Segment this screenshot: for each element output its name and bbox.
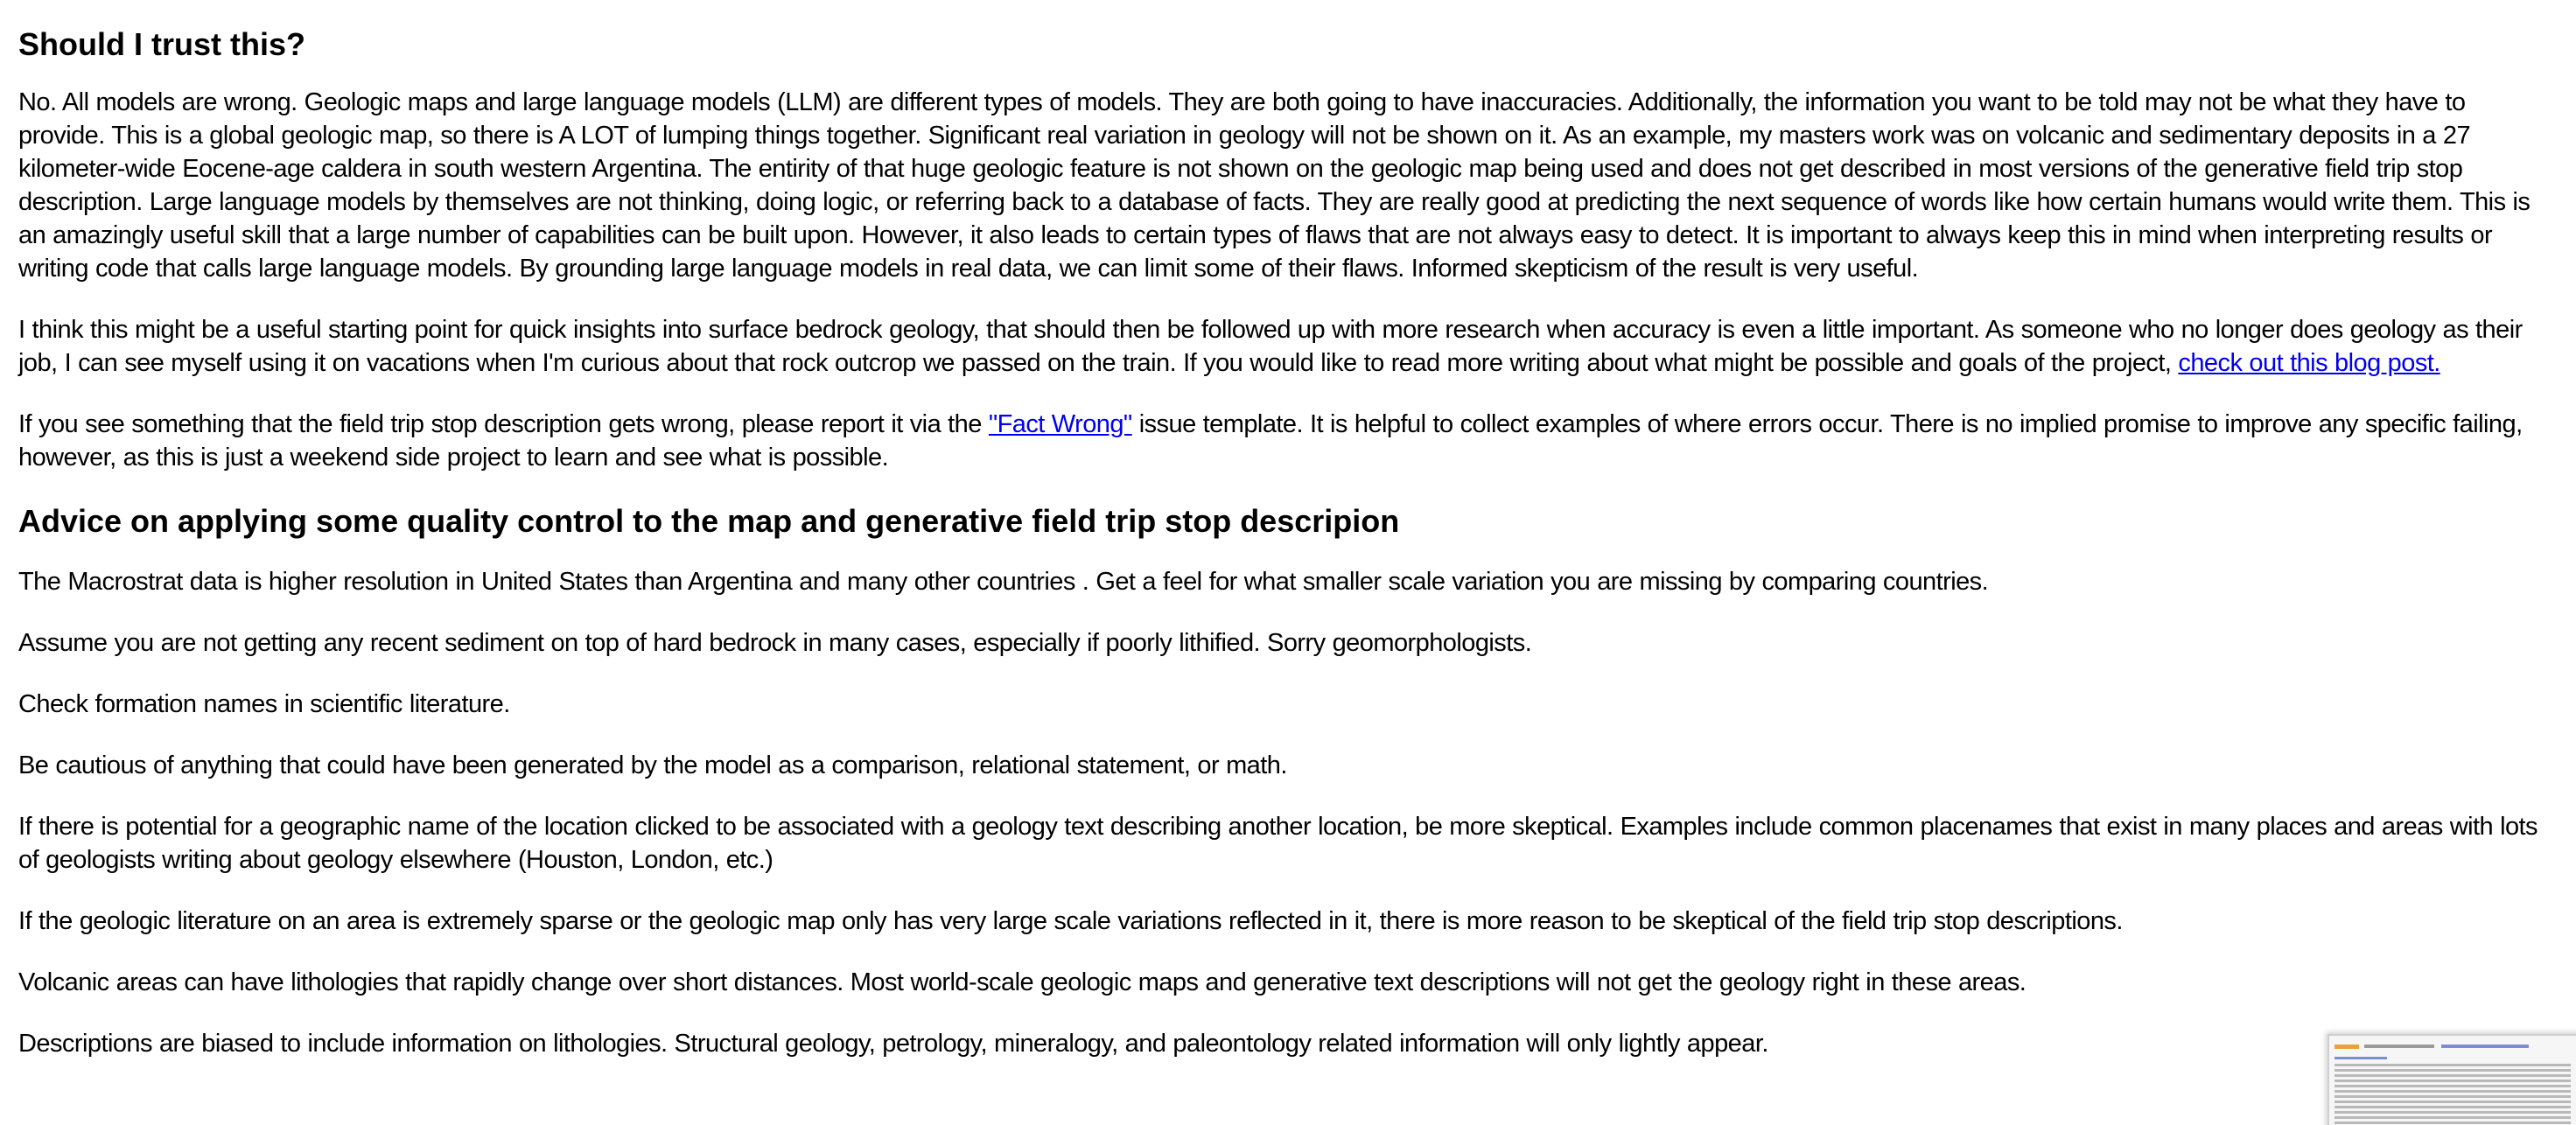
trust-paragraph-3-after: issue template. It is helpful to collect examples of where errors occur. There is no implied promise to improve any specific failing, however, as this is just a weekend side project to learn and see what is possible. — [18, 410, 2523, 472]
trust-heading: Should I trust this? — [18, 26, 305, 62]
thumbnail-line — [2334, 1069, 2571, 1072]
advice-item: Check formation names in scientific literature. — [18, 690, 510, 718]
thumbnail-line — [2334, 1111, 2571, 1114]
thumbnail-line — [2334, 1064, 2571, 1066]
thumbnail-line — [2334, 1095, 2571, 1098]
thumbnail-line — [2334, 1122, 2571, 1124]
advice-item: Be cautious of anything that could have been generated by the model as a comparison, relational statement, or math. — [18, 751, 1287, 779]
page-content — [18, 0, 2556, 1088]
thumbnail-line — [2334, 1090, 2571, 1093]
trust-paragraph-1: No. All models are wrong. Geologic maps and large language models (LLM) are different types of models. They are both going to have inaccuracies. Additionally, the information you want to be told may not be what they have to provide. This is a global geologic map, so there is A LOT of lumping things together. Significant real variation in geology will not be shown on it. As an example, my masters work was on volcanic and sedimentary deposits in a 27 kilometer-wide Eocene-age caldera in south western Argentina. The entirity of that huge geologic feature is not shown on the geologic map being used and does not get described in most versions of the generative field trip stop description. Large language models by themselves are not thinking, doing logic, or referring back to a database of facts. They are really good at predicting the next sequence of words like how certain humans would write them. This is an amazingly useful skill that a large number of capabilities can be built upon. However, it also leads to certain types of flaws that are not always easy to detect. It is important to always keep this in mind when interpreting results or writing code that calls large language models. By grounding large language models in real data, we can limit some of their flaws. Informed skepticism of the result is very useful. — [18, 88, 2530, 283]
page-thumbnail-preview[interactable] — [2328, 1034, 2576, 1125]
thumbnail-line — [2334, 1101, 2571, 1103]
advice-item: Descriptions are biased to include information on lithologies. Structural geology, petrology, mineralogy, and paleontology related information will only lightly appear. — [18, 1030, 1768, 1058]
trust-paragraph-3 — [18, 408, 2556, 474]
blog-post-link[interactable]: check out this blog post. — [2178, 349, 2440, 377]
advice-item: Volcanic areas can have lithologies that rapidly change over short distances. Most world-scale geologic maps and generative text descriptions will not get the geology right in these areas. — [18, 968, 2026, 996]
thumbnail-header-text — [2364, 1045, 2434, 1048]
thumbnail-line — [2334, 1080, 2571, 1082]
trust-paragraph-3-before: If you see something that the field trip stop description gets wrong, please report it via the — [18, 410, 989, 438]
thumbnail-line — [2334, 1085, 2571, 1087]
thumbnail-line — [2334, 1106, 2571, 1108]
advice-item: If the geologic literature on an area is extremely sparse or the geologic map only has very large scale variations reflected in it, there is more reason to be skeptical of the field trip stop descriptions. — [18, 907, 2123, 935]
advice-item: Assume you are not getting any recent sediment on top of hard bedrock in many cases, especially if poorly lithified. Sorry geomorphologists. — [18, 629, 1532, 657]
trust-paragraph-2 — [18, 313, 2556, 380]
thumbnail-line — [2334, 1116, 2571, 1119]
thumbnail-header-link — [2441, 1045, 2529, 1048]
advice-item: If there is potential for a geographic name of the location clicked to be associated with a geology text describing another location, be more skeptical. Examples include common placenames that exist in many places and areas with lots of geologists writing about geology elsewhere (Houston, London, etc.) — [18, 813, 2538, 874]
thumbnail-line — [2334, 1057, 2387, 1059]
trust-paragraph-2-text: I think this might be a useful starting point for quick insights into surface bedrock geology, that should then be followed up with more research when accuracy is even a little important. As someone who no longer does geology as their job, I can see myself using it on vacations when I'm curious about that rock outcrop we passed on the train. If you would like to read more writing about what might be possible and goals of the project, — [18, 316, 2523, 377]
advice-heading: Advice on applying some quality control to the map and generative field trip stop descripion — [18, 503, 1400, 539]
thumbnail-line — [2334, 1074, 2571, 1077]
advice-item: The Macrostrat data is higher resolution in United States than Argentina and many other countries . Get a feel for what smaller scale variation you are missing by comparing countries. — [18, 568, 1989, 596]
fact-wrong-link[interactable]: "Fact Wrong" — [988, 410, 1132, 438]
thumbnail-header-accent — [2334, 1045, 2359, 1049]
